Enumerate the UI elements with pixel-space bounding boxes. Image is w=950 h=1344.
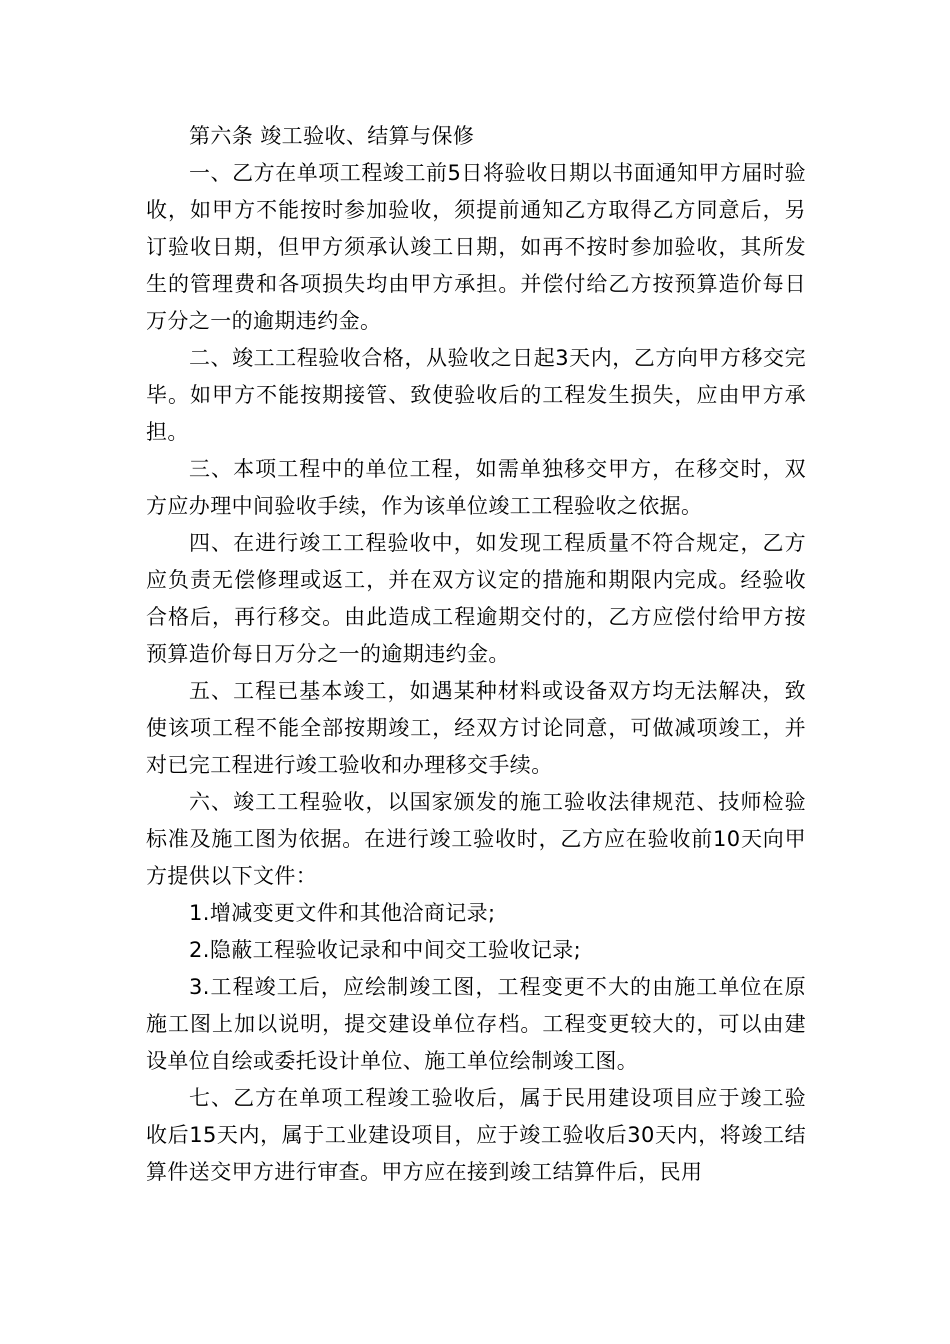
clause-1: 一、乙方在单项工程竣工前5日将验收日期以书面通知甲方届时验收，如甲方不能按时参加验收，须提前通知乙方取得乙方同意后，另订验收日期，但甲方须承认竣工日期，如再不按时参加验收，其所发生的管理费和各项损失均由甲方承担。并偿付给乙方按预算造价每日万分之一的逾期违约金。 [146,161,806,333]
clause-2: 二、竣工工程验收合格，从验收之日起3天内，乙方向甲方移交完毕。如甲方不能按期接管、致使验收后的工程发生损失，应由甲方承担。 [146,346,806,444]
clause-6-item-3: 3.工程竣工后，应绘制竣工图，工程变更不大的由施工单位在原施工图上加以说明，提交建设单位存档。工程变更较大的，可以由建设单位自绘或委托设计单位、施工单位绘制竣工图。 [146,975,806,1073]
clause-7: 七、乙方在单项工程竣工验收后，属于民用建设项目应于竣工验收后15天内，属于工业建设项目，应于竣工验收后30天内，将竣工结算件送交甲方进行审查。甲方应在接到竣工结算件后，民用 [146,1086,806,1184]
clause-3: 三、本项工程中的单位工程，如需单独移交甲方，在移交时，双方应办理中间验收手续，作为该单位竣工工程验收之依据。 [146,457,806,518]
clause-5: 五、工程已基本竣工，如遇某种材料或设备双方均无法解决，致使该项工程不能全部按期竣工，经双方讨论同意，可做减项竣工，并对已完工程进行竣工验收和办理移交手续。 [146,679,806,777]
clause-4: 四、在进行竣工工程验收中，如发现工程质量不符合规定，乙方应负责无偿修理或返工，并在双方议定的措施和期限内完成。经验收合格后，再行移交。由此造成工程逾期交付的，乙方应偿付给甲方按预算造价每日万分之一的逾期违约金。 [146,531,806,666]
clause-6-item-1: 1.增减变更文件和其他洽商记录; [189,901,496,925]
section-heading: 第六条 竣工验收、结算与保修 [189,124,475,148]
clause-6: 六、竣工工程验收，以国家颁发的施工验收法律规范、技师检验标准及施工图为依据。在进行竣工验收时，乙方应在验收前10天向甲方提供以下文件： [146,790,806,888]
document-body [146,118,806,1191]
clause-6-item-2: 2.隐蔽工程验收记录和中间交工验收记录; [189,938,582,962]
